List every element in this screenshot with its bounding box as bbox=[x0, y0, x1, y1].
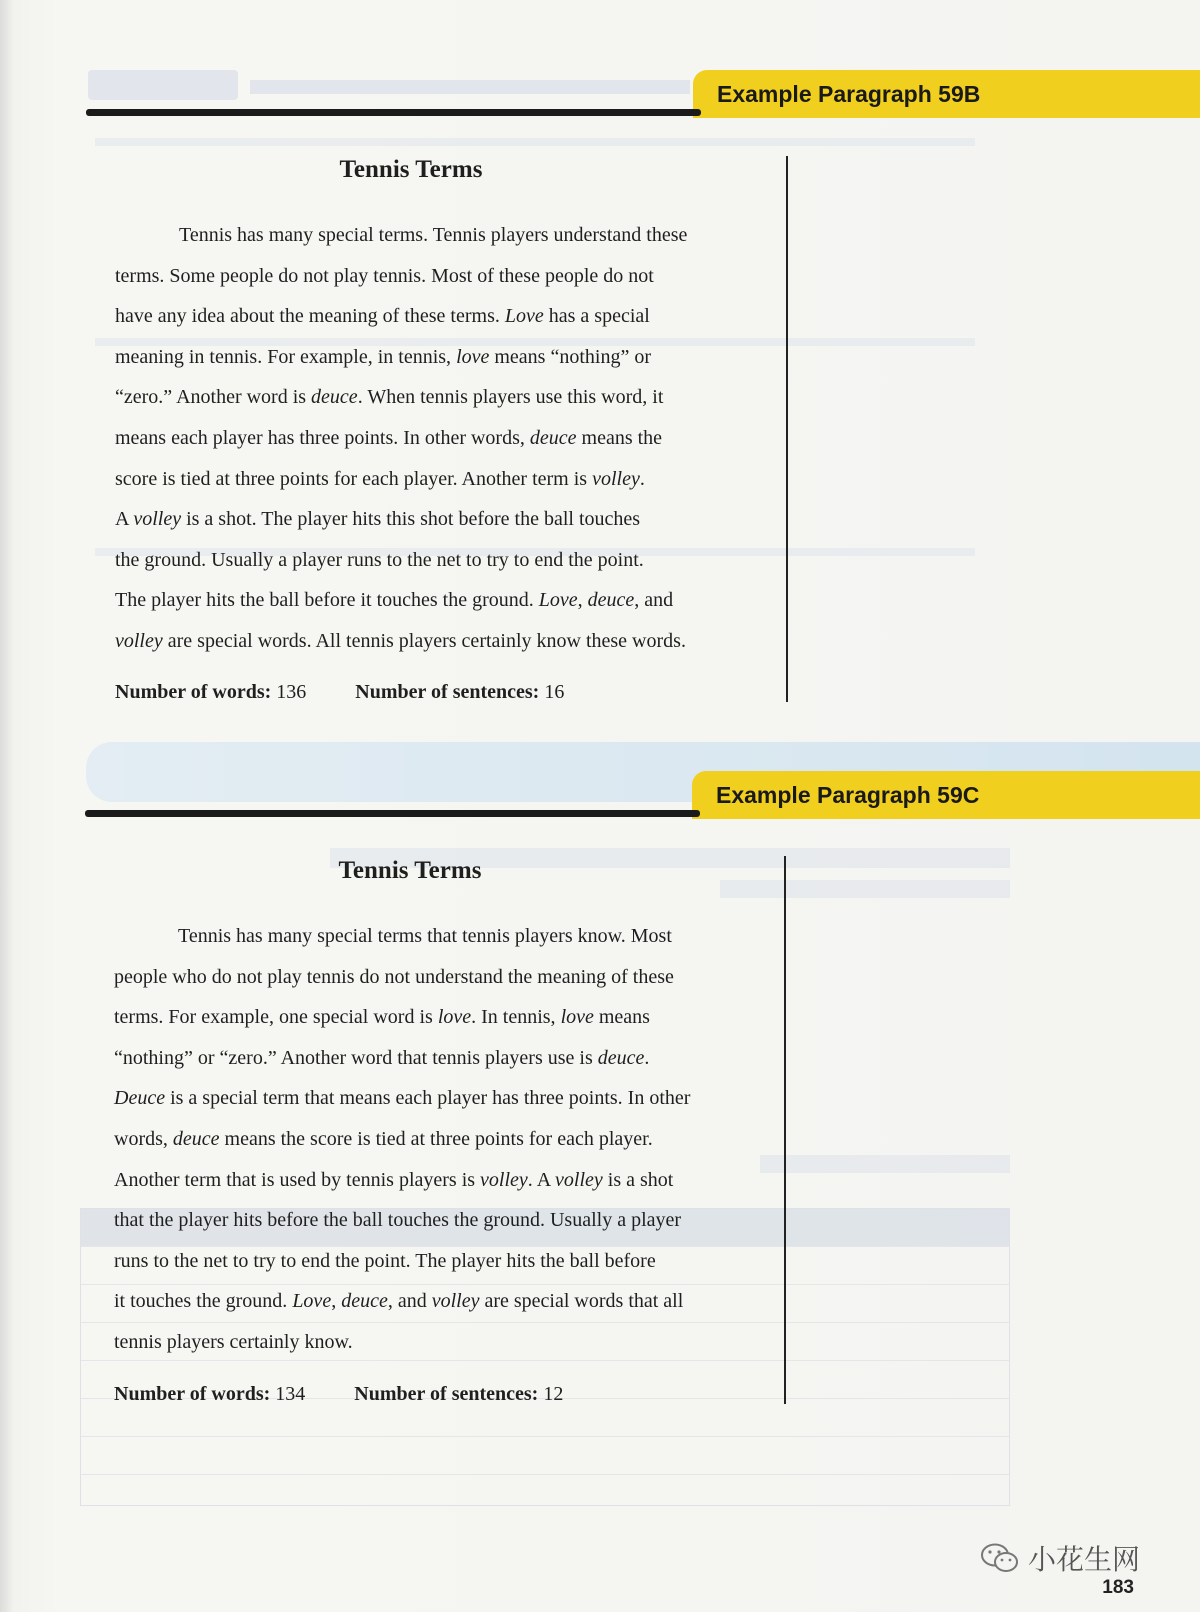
paragraph-line: tennis players certainly know. bbox=[114, 1330, 353, 1353]
paragraph-body bbox=[114, 916, 690, 1363]
words-label: Number of words: bbox=[115, 681, 272, 703]
paragraph-line: “zero.” Another word is deuce. When tennis players use this word, it bbox=[115, 386, 664, 409]
words-value: 134 bbox=[275, 1383, 306, 1405]
paragraph-title: Tennis Terms bbox=[339, 156, 483, 183]
paragraph-line: Tennis has many special terms that tennis players know. Most bbox=[178, 925, 672, 947]
margin-rule bbox=[784, 856, 786, 1404]
paragraph-line: have any idea about the meaning of these terms. Love has a special bbox=[115, 305, 650, 328]
words-value: 136 bbox=[276, 681, 307, 703]
example-paragraph-tab bbox=[692, 771, 1200, 819]
paragraph-body bbox=[115, 215, 687, 662]
sentences-value: 16 bbox=[544, 681, 565, 703]
header-rule bbox=[85, 810, 700, 817]
tab-label: Example Paragraph 59B bbox=[717, 80, 981, 107]
watermark-text: 小花生网 bbox=[1027, 1543, 1140, 1576]
paragraph-line: that the player hits before the ball touches the ground. Usually a player bbox=[114, 1209, 682, 1232]
example-paragraph-tab bbox=[693, 70, 1200, 118]
tab-label: Example Paragraph 59C bbox=[716, 781, 980, 808]
watermark bbox=[980, 1538, 1140, 1578]
header-rule bbox=[86, 109, 701, 116]
paragraph-line: Tennis has many special terms. Tennis players understand these bbox=[179, 224, 688, 246]
paragraph-line: volley are special words. All tennis players certainly know these words. bbox=[115, 629, 686, 652]
wechat-icon bbox=[980, 1541, 1020, 1575]
bleed-through-line bbox=[95, 138, 975, 146]
page-number: 183 bbox=[1102, 1577, 1134, 1598]
bleed-through-heading bbox=[760, 1155, 1010, 1173]
paragraph-line: Deuce is a special term that means each player has three points. In other bbox=[114, 1087, 691, 1110]
paragraph-title: Tennis Terms bbox=[338, 857, 482, 884]
bleed-through-heading bbox=[250, 80, 690, 94]
paragraph-line: A volley is a shot. The player hits this shot before the ball touches bbox=[115, 508, 641, 531]
paragraph-line: The player hits the ball before it touches the ground. Love, deuce, and bbox=[115, 589, 674, 612]
paragraph-line: Another term that is used by tennis players is volley. A volley is a shot bbox=[114, 1168, 674, 1191]
sentences-label: Number of sentences: bbox=[355, 681, 540, 703]
margin-rule bbox=[786, 156, 788, 702]
bleed-through-label bbox=[88, 70, 238, 100]
paragraph-line: it touches the ground. Love, deuce, and volley are special words that all bbox=[114, 1290, 684, 1313]
paragraph-counts bbox=[114, 1383, 563, 1406]
paragraph-line: means each player has three points. In other words, deuce means the bbox=[115, 426, 663, 449]
paragraph-line: score is tied at three points for each player. Another term is volley. bbox=[115, 467, 645, 490]
paragraph-line: “nothing” or “zero.” Another word that tennis players use is deuce. bbox=[114, 1046, 650, 1069]
paragraph-line: the ground. Usually a player runs to the net to try to end the point. bbox=[115, 548, 644, 571]
paragraph-counts bbox=[115, 681, 564, 704]
paragraph-line: runs to the net to try to end the point. The player hits the ball before bbox=[114, 1249, 656, 1272]
bleed-through-heading bbox=[720, 880, 1010, 898]
words-label: Number of words: bbox=[114, 1383, 271, 1405]
sentences-value: 12 bbox=[543, 1383, 564, 1405]
paragraph-line: words, deuce means the score is tied at three points for each player. bbox=[114, 1127, 653, 1150]
paragraph-line: terms. Some people do not play tennis. Most of these people do not bbox=[115, 264, 654, 287]
paragraph-line: terms. For example, one special word is love. In tennis, love means bbox=[114, 1006, 650, 1029]
paragraph-line: meaning in tennis. For example, in tennis, love means “nothing” or bbox=[115, 345, 651, 368]
sentences-label: Number of sentences: bbox=[354, 1383, 539, 1405]
paragraph-line: people who do not play tennis do not understand the meaning of these bbox=[114, 965, 674, 988]
